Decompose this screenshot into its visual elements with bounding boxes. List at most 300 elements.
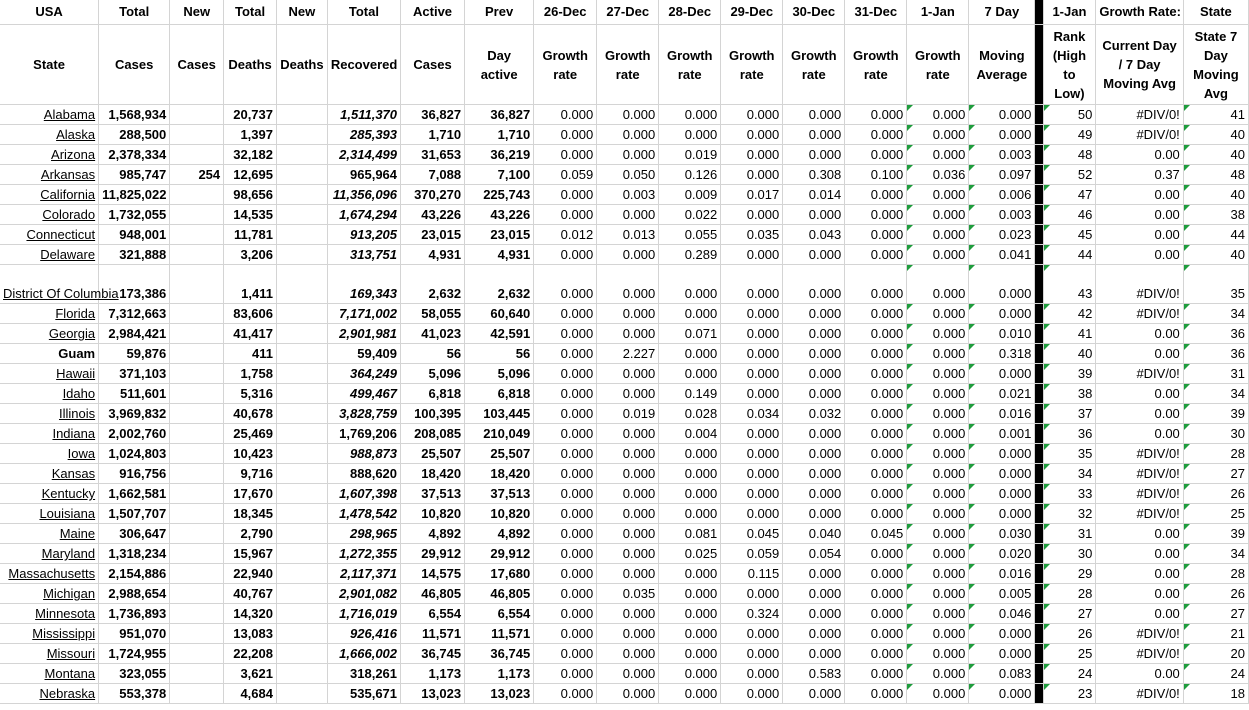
recovered-cell[interactable]: 1,272,355	[327, 544, 400, 564]
prev-active-cell[interactable]: 103,445	[465, 404, 534, 424]
rank-cell[interactable]: 41	[1043, 324, 1096, 344]
total-deaths-cell[interactable]: 5,316	[224, 384, 277, 404]
moving-average-cell[interactable]: 0.023	[969, 225, 1035, 245]
total-deaths-cell[interactable]: 3,206	[224, 245, 277, 265]
moving-average-cell[interactable]: 0.000	[969, 464, 1035, 484]
growth-rate-cell[interactable]: 0.000	[597, 684, 659, 704]
recovered-cell[interactable]: 59,409	[327, 344, 400, 364]
growth-rate-cell[interactable]: 0.000	[534, 424, 597, 444]
total-deaths-cell[interactable]: 17,670	[224, 484, 277, 504]
active-cases-cell[interactable]: 100,395	[401, 404, 465, 424]
state-cell[interactable]	[0, 185, 99, 205]
state-cell[interactable]	[0, 125, 99, 145]
growth-rate-cell[interactable]: 0.000	[721, 664, 783, 684]
state-cell[interactable]	[0, 344, 99, 364]
rank-cell[interactable]: 27	[1043, 604, 1096, 624]
new-cases-cell[interactable]	[170, 564, 224, 584]
header-cell[interactable]: Growth rate	[907, 25, 969, 105]
growth-rate-cell[interactable]: 0.000	[907, 664, 969, 684]
moving-average-cell[interactable]: 0.006	[969, 185, 1035, 205]
growth-rate-cell[interactable]: 0.000	[783, 205, 845, 225]
growth-rate-cell[interactable]: 0.000	[783, 105, 845, 125]
prev-active-cell[interactable]: 6,554	[465, 604, 534, 624]
growth-rate-cell[interactable]: 0.000	[597, 564, 659, 584]
growth-rate-cell[interactable]: 0.000	[597, 664, 659, 684]
growth-rate-cell[interactable]: 0.014	[783, 185, 845, 205]
state-cell[interactable]	[0, 404, 99, 424]
new-deaths-cell[interactable]	[277, 624, 328, 644]
growth-rate-cell[interactable]: 0.000	[783, 304, 845, 324]
state-moving-avg-cell[interactable]: 26	[1183, 484, 1248, 504]
new-deaths-cell[interactable]	[277, 344, 328, 364]
moving-average-cell[interactable]: 0.097	[969, 165, 1035, 185]
total-cases-cell[interactable]: 1,024,803	[99, 444, 170, 464]
growth-rate-cell[interactable]: 0.000	[783, 424, 845, 444]
growth-rate-cell[interactable]: 0.000	[845, 464, 907, 484]
growth-rate-cell[interactable]: 0.000	[845, 145, 907, 165]
growth-rate-cell[interactable]: 0.000	[534, 324, 597, 344]
state-moving-avg-cell[interactable]: 40	[1183, 185, 1248, 205]
growth-rate-cell[interactable]: 0.000	[907, 324, 969, 344]
state-cell[interactable]	[0, 664, 99, 684]
prev-active-cell[interactable]: 23,015	[465, 225, 534, 245]
prev-active-cell[interactable]: 46,805	[465, 584, 534, 604]
prev-active-cell[interactable]: 36,745	[465, 644, 534, 664]
growth-rate-cell[interactable]: 0.000	[783, 684, 845, 704]
growth-rate-cell[interactable]: 0.003	[597, 185, 659, 205]
total-cases-cell[interactable]: 985,747	[99, 165, 170, 185]
growth-rate-cell[interactable]: 0.000	[597, 364, 659, 384]
growth-rate-cell[interactable]: 0.000	[783, 564, 845, 584]
new-deaths-cell[interactable]	[277, 125, 328, 145]
total-cases-cell[interactable]: 2,378,334	[99, 145, 170, 165]
state-moving-avg-cell[interactable]: 40	[1183, 245, 1248, 265]
growth-rate-cell[interactable]: 0.000	[783, 584, 845, 604]
total-deaths-cell[interactable]: 83,606	[224, 304, 277, 324]
growth-rate-cell[interactable]: 0.045	[721, 524, 783, 544]
new-deaths-cell[interactable]	[277, 165, 328, 185]
growth-rate-cell[interactable]: 0.000	[534, 464, 597, 484]
new-deaths-cell[interactable]	[277, 424, 328, 444]
growth-rate-cell[interactable]: 0.000	[783, 444, 845, 464]
growth-rate-cell[interactable]: 0.000	[659, 105, 721, 125]
total-cases-cell[interactable]: 3,969,832	[99, 404, 170, 424]
recovered-cell[interactable]: 11,356,096	[327, 185, 400, 205]
ratio-cell[interactable]: 0.00	[1096, 404, 1183, 424]
state-moving-avg-cell[interactable]: 41	[1183, 105, 1248, 125]
growth-rate-cell[interactable]: 0.000	[659, 344, 721, 364]
growth-rate-cell[interactable]: 0.000	[783, 504, 845, 524]
moving-average-cell[interactable]: 0.000	[969, 484, 1035, 504]
moving-average-cell[interactable]: 0.003	[969, 205, 1035, 225]
rank-cell[interactable]: 28	[1043, 584, 1096, 604]
growth-rate-cell[interactable]: 0.000	[907, 145, 969, 165]
growth-rate-cell[interactable]: 0.000	[783, 324, 845, 344]
growth-rate-cell[interactable]: 0.000	[721, 644, 783, 664]
active-cases-cell[interactable]: 23,015	[401, 225, 465, 245]
recovered-cell[interactable]: 1,478,542	[327, 504, 400, 524]
total-cases-cell[interactable]: 323,055	[99, 664, 170, 684]
growth-rate-cell[interactable]: 0.000	[721, 684, 783, 704]
state-moving-avg-cell[interactable]: 21	[1183, 624, 1248, 644]
prev-active-cell[interactable]: 60,640	[465, 304, 534, 324]
growth-rate-cell[interactable]: 0.035	[597, 584, 659, 604]
growth-rate-cell[interactable]: 0.000	[597, 384, 659, 404]
header-cell[interactable]: Cases	[401, 25, 465, 105]
prev-active-cell[interactable]: 25,507	[465, 444, 534, 464]
growth-rate-cell[interactable]: 0.000	[534, 544, 597, 564]
state-cell[interactable]	[0, 324, 99, 344]
active-cases-cell[interactable]: 4,892	[401, 524, 465, 544]
header-cell[interactable]: Total	[224, 0, 277, 25]
growth-rate-cell[interactable]: 0.000	[845, 444, 907, 464]
total-deaths-cell[interactable]: 40,678	[224, 404, 277, 424]
rank-cell[interactable]: 36	[1043, 424, 1096, 444]
header-cell[interactable]: Growth Rate:	[1096, 0, 1183, 25]
recovered-cell[interactable]: 888,620	[327, 464, 400, 484]
active-cases-cell[interactable]: 46,805	[401, 584, 465, 604]
growth-rate-cell[interactable]: 0.000	[597, 464, 659, 484]
header-cell[interactable]: Growth rate	[659, 25, 721, 105]
growth-rate-cell[interactable]: 0.000	[659, 304, 721, 324]
new-deaths-cell[interactable]	[277, 265, 328, 304]
state-moving-avg-cell[interactable]: 35	[1183, 265, 1248, 304]
prev-active-cell[interactable]: 13,023	[465, 684, 534, 704]
header-cell[interactable]: 7 Day	[969, 0, 1035, 25]
header-cell[interactable]: State 7 Day Moving Avg	[1183, 25, 1248, 105]
ratio-cell[interactable]: 0.00	[1096, 524, 1183, 544]
growth-rate-cell[interactable]: 0.000	[845, 304, 907, 324]
growth-rate-cell[interactable]: 0.289	[659, 245, 721, 265]
growth-rate-cell[interactable]: 0.000	[845, 404, 907, 424]
growth-rate-cell[interactable]: 0.000	[845, 504, 907, 524]
header-cell[interactable]: Current Day / 7 Day Moving Avg	[1096, 25, 1183, 105]
new-cases-cell[interactable]	[170, 384, 224, 404]
prev-active-cell[interactable]: 7,100	[465, 165, 534, 185]
growth-rate-cell[interactable]: 0.000	[534, 205, 597, 225]
rank-cell[interactable]: 38	[1043, 384, 1096, 404]
new-cases-cell[interactable]	[170, 524, 224, 544]
growth-rate-cell[interactable]: 0.115	[721, 564, 783, 584]
state-moving-avg-cell[interactable]: 39	[1183, 404, 1248, 424]
growth-rate-cell[interactable]: 0.000	[597, 444, 659, 464]
state-moving-avg-cell[interactable]: 31	[1183, 364, 1248, 384]
growth-rate-cell[interactable]: 0.000	[783, 364, 845, 384]
new-deaths-cell[interactable]	[277, 464, 328, 484]
growth-rate-cell[interactable]: 0.000	[845, 544, 907, 564]
moving-average-cell[interactable]: 0.020	[969, 544, 1035, 564]
total-deaths-cell[interactable]: 32,182	[224, 145, 277, 165]
new-deaths-cell[interactable]	[277, 205, 328, 225]
total-cases-cell[interactable]: 2,002,760	[99, 424, 170, 444]
header-cell[interactable]: Deaths	[277, 25, 328, 105]
growth-rate-cell[interactable]: 0.000	[597, 145, 659, 165]
header-cell[interactable]: 30-Dec	[783, 0, 845, 25]
new-cases-cell[interactable]	[170, 684, 224, 704]
growth-rate-cell[interactable]: 0.000	[597, 424, 659, 444]
state-cell[interactable]	[0, 644, 99, 664]
growth-rate-cell[interactable]: 0.000	[721, 265, 783, 304]
header-cell[interactable]: USA	[0, 0, 99, 25]
new-cases-cell[interactable]	[170, 664, 224, 684]
growth-rate-cell[interactable]: 0.000	[534, 604, 597, 624]
growth-rate-cell[interactable]: 0.000	[907, 604, 969, 624]
column-separator[interactable]	[1035, 0, 1043, 25]
active-cases-cell[interactable]: 6,554	[401, 604, 465, 624]
new-cases-cell[interactable]	[170, 504, 224, 524]
recovered-cell[interactable]: 1,674,294	[327, 205, 400, 225]
growth-rate-cell[interactable]: 0.000	[845, 185, 907, 205]
header-cell[interactable]: Rank (High to Low)	[1043, 25, 1096, 105]
growth-rate-cell[interactable]: 0.000	[659, 644, 721, 664]
total-deaths-cell[interactable]: 4,684	[224, 684, 277, 704]
header-cell[interactable]: Growth rate	[721, 25, 783, 105]
rank-cell[interactable]: 25	[1043, 644, 1096, 664]
moving-average-cell[interactable]: 0.010	[969, 324, 1035, 344]
growth-rate-cell[interactable]: 0.000	[783, 245, 845, 265]
state-cell[interactable]	[0, 265, 119, 304]
growth-rate-cell[interactable]: 0.000	[783, 344, 845, 364]
ratio-cell[interactable]: #DIV/0!	[1096, 624, 1183, 644]
new-cases-cell[interactable]	[170, 344, 224, 364]
active-cases-cell[interactable]: 29,912	[401, 544, 465, 564]
growth-rate-cell[interactable]: 0.081	[659, 524, 721, 544]
state-moving-avg-cell[interactable]: 40	[1183, 145, 1248, 165]
ratio-cell[interactable]: 0.00	[1096, 384, 1183, 404]
state-cell[interactable]	[0, 584, 99, 604]
growth-rate-cell[interactable]: 0.100	[845, 165, 907, 185]
state-cell[interactable]	[0, 484, 99, 504]
growth-rate-cell[interactable]: 0.000	[907, 364, 969, 384]
active-cases-cell[interactable]: 31,653	[401, 145, 465, 165]
growth-rate-cell[interactable]: 0.324	[721, 604, 783, 624]
growth-rate-cell[interactable]: 0.000	[597, 304, 659, 324]
total-deaths-cell[interactable]: 9,716	[224, 464, 277, 484]
growth-rate-cell[interactable]: 0.000	[845, 624, 907, 644]
state-moving-avg-cell[interactable]: 36	[1183, 324, 1248, 344]
new-deaths-cell[interactable]	[277, 664, 328, 684]
new-cases-cell[interactable]	[170, 324, 224, 344]
growth-rate-cell[interactable]: 0.028	[659, 404, 721, 424]
total-deaths-cell[interactable]: 40,767	[224, 584, 277, 604]
header-cell[interactable]: State	[0, 25, 99, 105]
recovered-cell[interactable]: 535,671	[327, 684, 400, 704]
growth-rate-cell[interactable]: 0.000	[845, 644, 907, 664]
prev-active-cell[interactable]: 42,591	[465, 324, 534, 344]
total-cases-cell[interactable]: 59,876	[99, 344, 170, 364]
growth-rate-cell[interactable]: 0.000	[721, 484, 783, 504]
growth-rate-cell[interactable]: 0.000	[907, 245, 969, 265]
growth-rate-cell[interactable]: 0.000	[721, 245, 783, 265]
growth-rate-cell[interactable]: 0.071	[659, 324, 721, 344]
growth-rate-cell[interactable]: 0.019	[597, 404, 659, 424]
growth-rate-cell[interactable]: 0.000	[845, 324, 907, 344]
rank-cell[interactable]: 30	[1043, 544, 1096, 564]
total-cases-cell[interactable]: 1,662,581	[99, 484, 170, 504]
new-deaths-cell[interactable]	[277, 324, 328, 344]
growth-rate-cell[interactable]: 0.040	[783, 524, 845, 544]
active-cases-cell[interactable]: 56	[401, 344, 465, 364]
growth-rate-cell[interactable]: 0.583	[783, 664, 845, 684]
header-cell[interactable]: 1-Jan	[907, 0, 969, 25]
growth-rate-cell[interactable]: 0.004	[659, 424, 721, 444]
growth-rate-cell[interactable]: 0.000	[534, 185, 597, 205]
total-deaths-cell[interactable]: 14,320	[224, 604, 277, 624]
growth-rate-cell[interactable]: 0.000	[534, 444, 597, 464]
total-deaths-cell[interactable]: 41,417	[224, 324, 277, 344]
growth-rate-cell[interactable]: 0.000	[845, 245, 907, 265]
header-cell[interactable]: 1-Jan	[1043, 0, 1096, 25]
header-cell[interactable]: Growth rate	[597, 25, 659, 105]
recovered-cell[interactable]: 1,769,206	[327, 424, 400, 444]
total-deaths-cell[interactable]: 25,469	[224, 424, 277, 444]
rank-cell[interactable]: 48	[1043, 145, 1096, 165]
total-cases-cell[interactable]: 1,736,893	[99, 604, 170, 624]
total-deaths-cell[interactable]: 98,656	[224, 185, 277, 205]
active-cases-cell[interactable]: 4,931	[401, 245, 465, 265]
header-cell[interactable]: Cases	[99, 25, 170, 105]
active-cases-cell[interactable]: 58,055	[401, 304, 465, 324]
prev-active-cell[interactable]: 6,818	[465, 384, 534, 404]
header-cell[interactable]: Total	[327, 0, 400, 25]
ratio-cell[interactable]: #DIV/0!	[1096, 265, 1183, 304]
active-cases-cell[interactable]: 1,173	[401, 664, 465, 684]
moving-average-cell[interactable]: 0.041	[969, 245, 1035, 265]
growth-rate-cell[interactable]: 0.000	[721, 105, 783, 125]
recovered-cell[interactable]: 2,901,981	[327, 324, 400, 344]
growth-rate-cell[interactable]: 0.000	[907, 524, 969, 544]
growth-rate-cell[interactable]: 0.000	[597, 125, 659, 145]
prev-active-cell[interactable]: 36,219	[465, 145, 534, 165]
ratio-cell[interactable]: #DIV/0!	[1096, 364, 1183, 384]
total-cases-cell[interactable]: 2,984,421	[99, 324, 170, 344]
state-cell[interactable]	[0, 225, 99, 245]
state-cell[interactable]	[0, 564, 99, 584]
header-cell[interactable]: 28-Dec	[659, 0, 721, 25]
growth-rate-cell[interactable]: 0.000	[907, 504, 969, 524]
growth-rate-cell[interactable]: 0.000	[783, 464, 845, 484]
active-cases-cell[interactable]: 41,023	[401, 324, 465, 344]
total-cases-cell[interactable]: 306,647	[99, 524, 170, 544]
ratio-cell[interactable]: #DIV/0!	[1096, 105, 1183, 125]
growth-rate-cell[interactable]: 0.036	[907, 165, 969, 185]
growth-rate-cell[interactable]: 0.000	[907, 464, 969, 484]
moving-average-cell[interactable]: 0.000	[969, 125, 1035, 145]
active-cases-cell[interactable]: 370,270	[401, 185, 465, 205]
growth-rate-cell[interactable]: 0.000	[845, 265, 907, 304]
recovered-cell[interactable]: 364,249	[327, 364, 400, 384]
total-cases-cell[interactable]: 2,988,654	[99, 584, 170, 604]
active-cases-cell[interactable]: 37,513	[401, 484, 465, 504]
growth-rate-cell[interactable]: 0.013	[597, 225, 659, 245]
growth-rate-cell[interactable]: 0.126	[659, 165, 721, 185]
prev-active-cell[interactable]: 56	[465, 344, 534, 364]
state-moving-avg-cell[interactable]: 39	[1183, 524, 1248, 544]
new-cases-cell[interactable]	[170, 464, 224, 484]
ratio-cell[interactable]: 0.00	[1096, 344, 1183, 364]
header-cell[interactable]: 26-Dec	[534, 0, 597, 25]
rank-cell[interactable]: 52	[1043, 165, 1096, 185]
header-cell[interactable]: Day active	[465, 25, 534, 105]
ratio-cell[interactable]: 0.00	[1096, 604, 1183, 624]
growth-rate-cell[interactable]: 0.032	[783, 404, 845, 424]
new-deaths-cell[interactable]	[277, 245, 328, 265]
growth-rate-cell[interactable]: 0.000	[907, 404, 969, 424]
total-cases-cell[interactable]: 7,312,663	[99, 304, 170, 324]
growth-rate-cell[interactable]: 0.000	[597, 205, 659, 225]
growth-rate-cell[interactable]: 0.000	[597, 644, 659, 664]
new-deaths-cell[interactable]	[277, 145, 328, 165]
prev-active-cell[interactable]: 1,710	[465, 125, 534, 145]
growth-rate-cell[interactable]: 0.000	[659, 664, 721, 684]
ratio-cell[interactable]: 0.00	[1096, 185, 1183, 205]
growth-rate-cell[interactable]: 0.000	[597, 265, 659, 304]
state-cell[interactable]	[0, 524, 99, 544]
active-cases-cell[interactable]: 36,827	[401, 105, 465, 125]
growth-rate-cell[interactable]: 0.000	[845, 205, 907, 225]
active-cases-cell[interactable]: 14,575	[401, 564, 465, 584]
recovered-cell[interactable]: 926,416	[327, 624, 400, 644]
active-cases-cell[interactable]: 43,226	[401, 205, 465, 225]
recovered-cell[interactable]: 285,393	[327, 125, 400, 145]
state-cell[interactable]	[0, 245, 99, 265]
state-cell[interactable]	[0, 544, 99, 564]
growth-rate-cell[interactable]: 0.022	[659, 205, 721, 225]
growth-rate-cell[interactable]: 0.000	[659, 265, 721, 304]
total-deaths-cell[interactable]: 22,940	[224, 564, 277, 584]
growth-rate-cell[interactable]: 0.043	[783, 225, 845, 245]
ratio-cell[interactable]: 0.00	[1096, 245, 1183, 265]
moving-average-cell[interactable]: 0.030	[969, 524, 1035, 544]
growth-rate-cell[interactable]: 0.000	[659, 504, 721, 524]
prev-active-cell[interactable]: 210,049	[465, 424, 534, 444]
total-cases-cell[interactable]: 553,378	[99, 684, 170, 704]
moving-average-cell[interactable]: 0.016	[969, 564, 1035, 584]
state-moving-avg-cell[interactable]: 34	[1183, 304, 1248, 324]
total-deaths-cell[interactable]: 12,695	[224, 165, 277, 185]
new-deaths-cell[interactable]	[277, 644, 328, 664]
rank-cell[interactable]: 45	[1043, 225, 1096, 245]
growth-rate-cell[interactable]: 0.000	[659, 564, 721, 584]
growth-rate-cell[interactable]: 0.000	[534, 304, 597, 324]
growth-rate-cell[interactable]: 0.019	[659, 145, 721, 165]
prev-active-cell[interactable]: 37,513	[465, 484, 534, 504]
growth-rate-cell[interactable]: 0.000	[659, 464, 721, 484]
ratio-cell[interactable]: #DIV/0!	[1096, 644, 1183, 664]
growth-rate-cell[interactable]: 0.000	[907, 444, 969, 464]
prev-active-cell[interactable]: 11,571	[465, 624, 534, 644]
ratio-cell[interactable]: 0.00	[1096, 664, 1183, 684]
active-cases-cell[interactable]: 2,632	[401, 265, 465, 304]
growth-rate-cell[interactable]: 0.000	[721, 145, 783, 165]
state-moving-avg-cell[interactable]: 28	[1183, 564, 1248, 584]
growth-rate-cell[interactable]: 0.000	[783, 624, 845, 644]
growth-rate-cell[interactable]: 0.025	[659, 544, 721, 564]
growth-rate-cell[interactable]: 0.000	[597, 604, 659, 624]
growth-rate-cell[interactable]: 0.000	[907, 344, 969, 364]
recovered-cell[interactable]: 1,607,398	[327, 484, 400, 504]
growth-rate-cell[interactable]: 0.000	[534, 524, 597, 544]
growth-rate-cell[interactable]: 0.000	[597, 324, 659, 344]
total-deaths-cell[interactable]: 1,397	[224, 125, 277, 145]
ratio-cell[interactable]: 0.00	[1096, 564, 1183, 584]
recovered-cell[interactable]: 965,964	[327, 165, 400, 185]
rank-cell[interactable]: 50	[1043, 105, 1096, 125]
new-deaths-cell[interactable]	[277, 384, 328, 404]
new-cases-cell[interactable]	[170, 185, 224, 205]
growth-rate-cell[interactable]: 0.000	[845, 364, 907, 384]
recovered-cell[interactable]: 298,965	[327, 524, 400, 544]
